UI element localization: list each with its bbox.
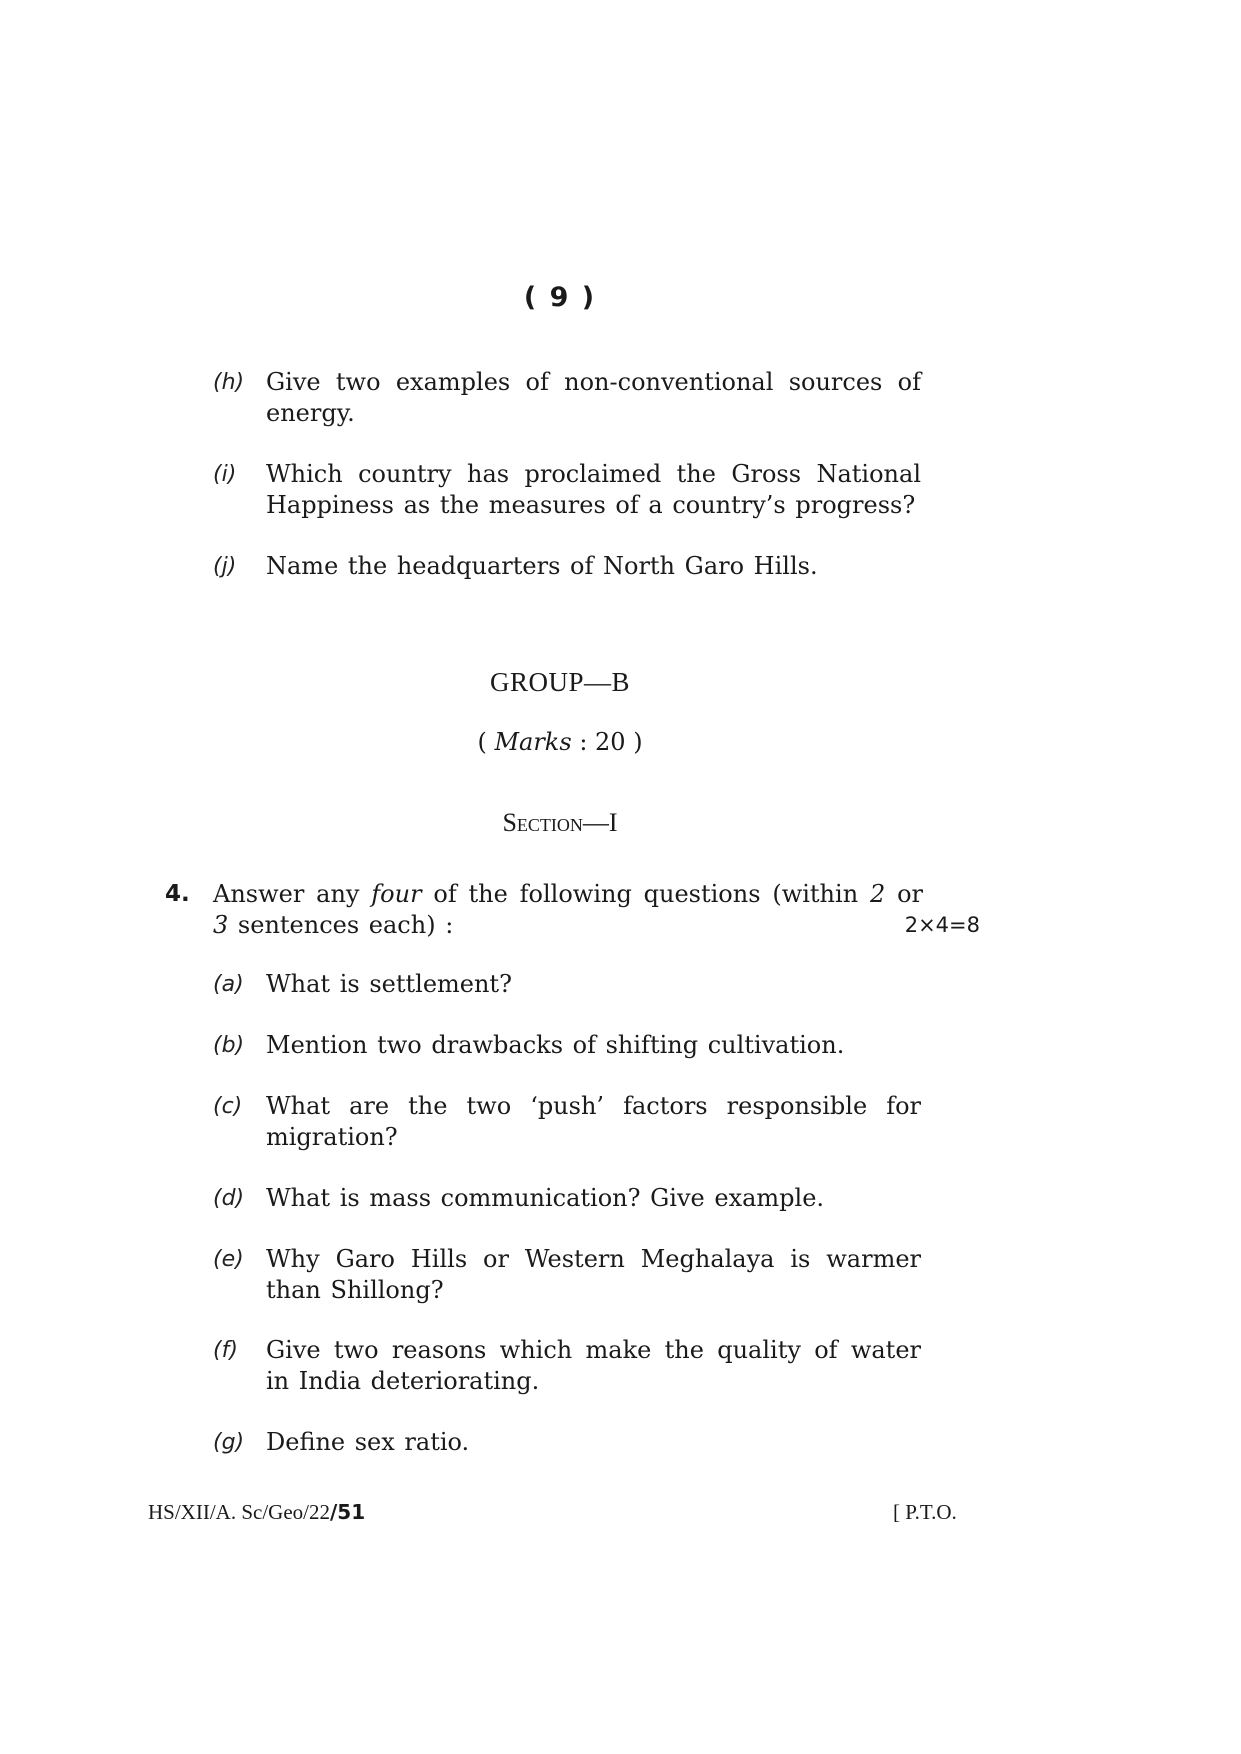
question-label: (g) — [213, 1430, 245, 1455]
group-marks — [0, 728, 1120, 756]
question-label: (h) — [213, 370, 245, 395]
q4-text-italic: 2 — [869, 880, 886, 908]
q4-text-part: or — [897, 880, 924, 908]
subquestion-c — [213, 1091, 923, 1153]
question-h — [213, 367, 923, 429]
question-number: 4. — [165, 881, 190, 907]
question-text: Mention two drawbacks of shifting cultivation. — [266, 1031, 845, 1059]
question-label: (c) — [213, 1094, 243, 1119]
section-heading: Section—I — [502, 808, 618, 837]
subquestion-b — [213, 1030, 923, 1061]
question-i — [213, 459, 923, 521]
question-label: (a) — [213, 972, 244, 997]
paper-code-number: /51 — [330, 1500, 366, 1524]
question-4 — [165, 879, 980, 941]
q4-text-part: Answer any — [213, 880, 360, 908]
question-text: Define sex ratio. — [266, 1428, 470, 1456]
subquestion-a — [213, 969, 923, 1000]
paper-code-prefix: HS/XII/A. Sc/Geo/22 — [148, 1500, 330, 1524]
question-label: (i) — [213, 462, 237, 487]
question-j — [213, 551, 923, 582]
group-heading: GROUP—B — [489, 667, 631, 697]
subquestion-g — [213, 1427, 923, 1458]
marks-open: ( — [477, 728, 487, 756]
question-text: Why Garo Hills or Western Meghalaya is warmer than Shillong? — [266, 1245, 921, 1304]
q4-text-part: of the following questions (within — [433, 880, 859, 908]
question-label: (b) — [213, 1033, 245, 1058]
subquestion-d — [213, 1183, 923, 1214]
question-text: What is mass communication? Give example. — [266, 1184, 825, 1212]
question-label: (f) — [213, 1338, 238, 1363]
page-number: ( 9 ) — [523, 282, 597, 313]
question-text: Name the headquarters of North Garo Hills. — [266, 552, 818, 580]
q4-text-italic: 3 — [213, 911, 229, 939]
question-label: (e) — [213, 1247, 244, 1272]
subquestion-f — [213, 1335, 923, 1397]
q4-text-part: sentences each) : — [237, 911, 454, 939]
paper-code — [148, 1500, 365, 1525]
marks-word: Marks — [494, 728, 572, 756]
question-label: (d) — [213, 1186, 245, 1211]
question-text: Give two reasons which make the quality of water in India deteriorating. — [266, 1336, 921, 1395]
question-text: Give two examples of non-conventional sources of energy. — [266, 368, 921, 427]
question-label: (j) — [213, 554, 237, 579]
q4-text-italic: four — [371, 880, 422, 908]
pto-label: [ P.T.O. — [893, 1500, 957, 1524]
question-text: What is settlement? — [266, 970, 512, 998]
subquestion-e — [213, 1244, 923, 1306]
question-text: Which country has proclaimed the Gross National Happiness as the measures of a country’s progress? — [266, 460, 921, 519]
question-4-text — [213, 879, 923, 941]
question-text: What are the two ‘push’ factors responsible for migration? — [266, 1092, 921, 1151]
question-4-marks: 2×4=8 — [904, 913, 980, 937]
marks-rest: : 20 ) — [579, 728, 643, 756]
